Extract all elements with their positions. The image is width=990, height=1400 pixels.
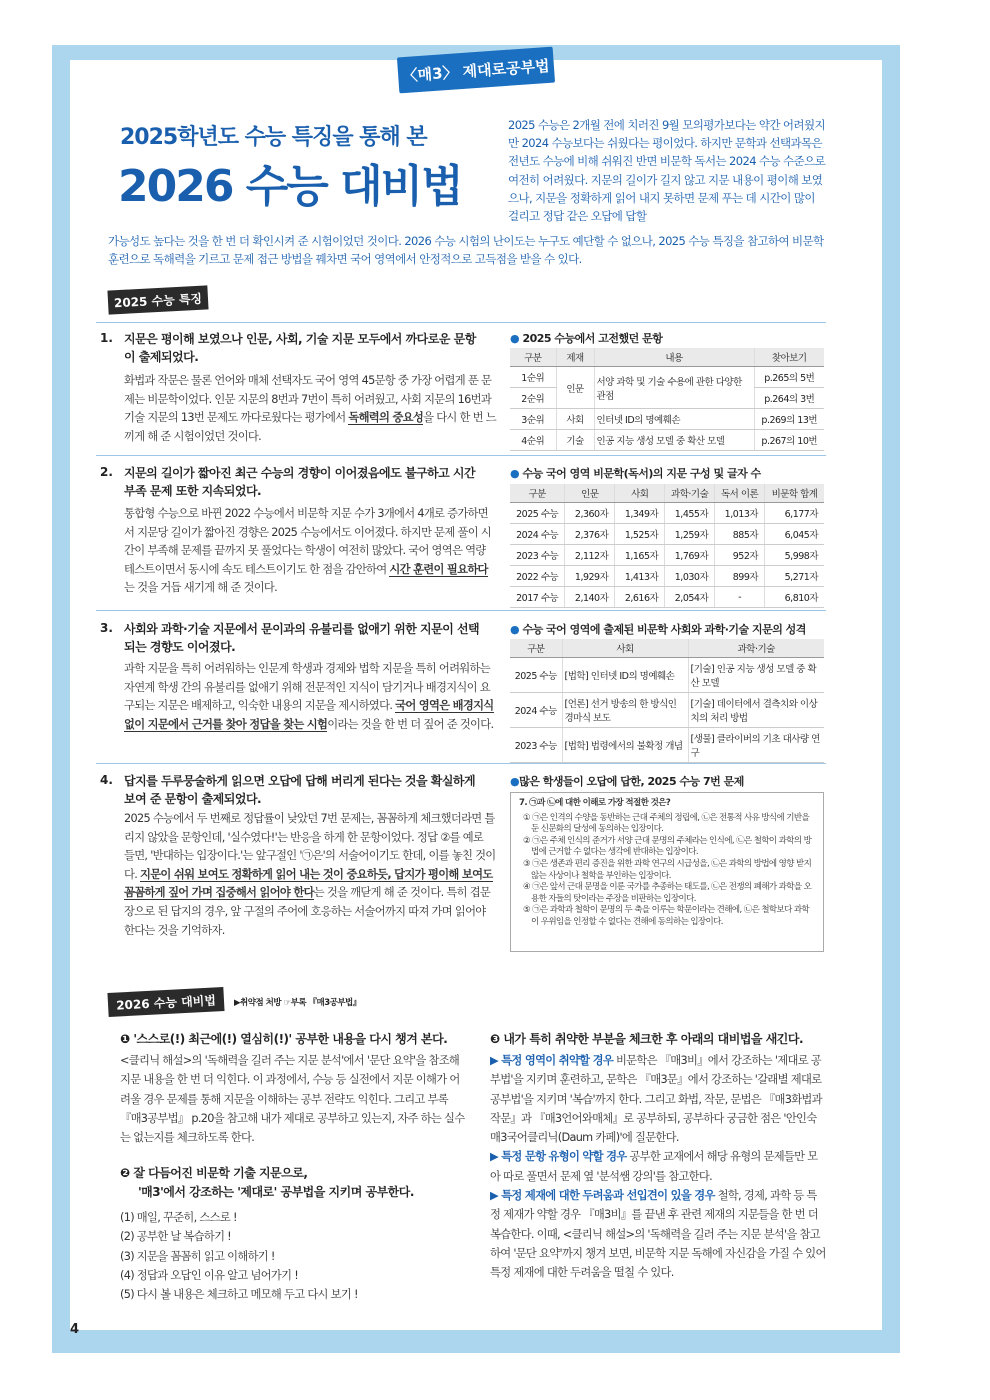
divider bbox=[96, 610, 826, 611]
table-row: 3순위 사회 인터넷 ID의 명예훼손 p.269의 13번 bbox=[510, 409, 824, 430]
divider bbox=[96, 322, 826, 323]
table-row: 2024 수능 [언론] 선거 방송의 한 방식인 경마식 보도 [기술] 데이터에서 결측치와 이상치의 처리 방법 bbox=[510, 693, 824, 728]
quiz-caption: ●많은 학생들이 오답에 답한, 2025 수능 7번 문제 bbox=[510, 775, 744, 788]
tip-3-item: ▶ 특정 제재에 대한 두려움과 선입견이 있을 경우 철학, 경제, 과학 등 특정 제재가 약할 경우 『매3비』를 끝낸 후 관련 제재의 지문들을 한 번 더 복습한다. 이때, <클리닉 해설>의 '독해력을 길러 주는 지문 분석'을 참고하여 '문단 요약'까지 챙겨 보면, 비문학 지문 독해에 자신감을 가질 수 있어 특정 제재에 대한 두려움을 떨칠 수 있다. bbox=[490, 1189, 826, 1280]
quiz-option: ① ㉠은 인격의 수양을 동반하는 근대 주체의 정립에, ㉡은 전통적 사유 방식에 기반을 둔 신문화의 달성에 동의하는 입장이다. bbox=[523, 812, 810, 835]
quiz-option: ⑤ ㉠은 과학과 철학이 문명의 두 축을 이루는 학문이라는 견해에, ㉡은 철학보다 과학이 우위임을 인정할 수 없다는 견해에 동의하는 입장이다. bbox=[523, 905, 810, 927]
table-row: 2순위 p.264의 3번 bbox=[510, 388, 824, 409]
list-item: (3) 지문을 꼼꼼히 읽고 이해하기 ! bbox=[120, 1249, 275, 1263]
table-row: 2025 수능 2,360자 1,349자 1,455자 1,013자 6,177자 bbox=[510, 503, 824, 524]
point-3-body: 과학 지문을 특히 어려워하는 인문계 학생과 경제와 법학 지문을 특히 어려워하는 자연계 학생 간의 유불리를 없애기 위해 전문적인 지식이 담기거나 배경지식이 요구되는 지문은 배제하고, 익숙한 내용의 지문을 제시하였다. 국어 영역은 배경지식 없이 지문에서 근거를 찾아 정답을 찾는 시험이라는 것을 한 번 더 짚어 준 것이다. bbox=[124, 662, 494, 731]
table-char-counts: 구분 인문 사회 과학·기술 독서 이론 비문학 합계 2025 수능 2,360자 1,349자 1,455자 1,013자 6,177자 2024 수능 2,376자 1,525자 1,259자 885자 6,045자 2023 수능 2,112자 1,165자 1,769자 952자 5,998자 2022 수능 1,929자 1,413자 1,030자 899자 5,271자 2017 수능 2,140자 2,616자 2,054자 - 6,810자 bbox=[510, 484, 824, 608]
table-row: 2023 수능 [법학] 법령에서의 불확정 개념 [생물] 클라이버의 기초 대사량 연구 bbox=[510, 728, 824, 763]
table-row: 2023 수능 2,112자 1,165자 1,769자 952자 5,998자 bbox=[510, 545, 824, 566]
intro-text-2: 가능성도 높다는 것을 한 번 더 확인시켜 준 시험이었던 것이다. 2026 수능 시험의 난이도는 누구도 예단할 수 없으나, 2025 수능 특징을 참고하여 비문학 훈련으로 독해력을 기르고 문제 접근 방법을 꿰차면 국어 영역에서 안정적으로 고득점을 받을 수 있다. bbox=[108, 234, 824, 267]
point-4-body: 2025 수능에서 두 번째로 정답률이 낮았던 7번 문제는, 꼼꼼하게 체크했더라면 틀리지 않았을 문항인데, '실수였다!'는 반응을 하게 한 문항이었다. 정답 ②를 예로 들면, '반대하는 입장이다.'는 앞구절인 '㉠은'의 서술어이기도 한데, 이를 놓친 것이다. 지문이 쉬워 보여도 정확하게 읽어 내는 것이 중요하듯, 답지가 평이해 보여도 꼼꼼하게 짚어 가며 집중해서 읽어야 한다는 것을 깨닫게 해 준 것이다. 특히 겹문장으로 된 답지의 경우, 앞 구절의 주어에 호응하는 서술어까지 따져 가며 읽어야 한다는 것을 기억하자. bbox=[124, 812, 496, 937]
tip-2-list bbox=[120, 1208, 466, 1304]
point-3-number: 3. bbox=[100, 621, 113, 635]
quiz-option: ③ ㉠은 생존과 편리 증진을 위한 과학 연구의 시급성을, ㉡은 과학의 방법에 영향 받지 않는 사상이나 철학을 부인하는 입장이다. bbox=[523, 858, 812, 881]
point-2-number: 2. bbox=[100, 465, 113, 479]
point-1-body: 화법과 작문은 물론 언어와 매체 선택자도 국어 영역 45문항 중 가장 어렵게 푼 문제는 비문학이었다. 인문 지문의 8번과 7번이 특히 어려웠고, 사회 지문의 16번과 기술 지문의 13번 문제도 까다로웠다는 평가에서 독해력의 중요성을 다시 한 번 느끼게 해 준 시험이었던 것이다. bbox=[124, 374, 496, 443]
tip-1-title: ❶ '스스로(!) 최근에(!) 열심히(!)' 공부한 내용을 다시 챙겨 본다. bbox=[120, 1032, 448, 1046]
tip-3-item: ▶ 특정 영역이 취약할 경우 비문학은 『매3비』에서 강조하는 '제대로 공부법'을 지키며 훈련하고, 문학은 『매3문』에서 강조하는 '갈래별 제대로 공부법'을 지키며 '복습'까지 한다. 그리고 화법, 작문, 문법은 『매3화법과작문』과 『매3언어와매체』로 공부하되, 공부하다 궁금한 점은 '안인숙 매3국어클리닉(Daum 카페)'에 질문한다. bbox=[490, 1054, 822, 1145]
table-row: 2024 수능 2,376자 1,525자 1,259자 885자 6,045자 bbox=[510, 524, 824, 545]
divider bbox=[96, 763, 826, 764]
intro-text-1: 2025 수능은 2개월 전에 치러진 9월 모의평가보다는 약간 어려웠지만 2024 수능보다는 쉬웠다는 평이었다. 하지만 문학과 선택과목은 전년도 수능에 비해 쉬워진 반면 비문학 독서는 2024 수능 수준으로 여전히 어려웠다. 지문의 길이가 길지 않고 지문 내용이 평이해 보였으나, 지문을 정확하게 읽어 내지 못하면 문제 푸는 데 시간이 많이 걸리고 정답 같은 오답에 답할 bbox=[508, 118, 826, 224]
table-2-caption: ● 수능 국어 영역 비문학(독서)의 지문 구성 및 글자 수 bbox=[510, 467, 761, 480]
point-2-title: 지문의 길이가 짧아진 최근 수능의 경향이 이어졌음에도 불구하고 시간 부족 문제 또한 지속되었다. bbox=[124, 466, 476, 498]
tip-2-title: ❷ 잘 다듬어진 비문학 기출 지문으로, '매3'에서 강조하는 '제대로' 공부법을 지키며 공부한다. bbox=[120, 1166, 414, 1199]
prescription-note: ▶취약점 처방 ☞부록 『매3공부법』 bbox=[234, 998, 361, 1008]
table-row: 4순위 기술 인공 지능 생성 모델 중 확산 모델 p.267의 10번 bbox=[510, 430, 824, 451]
section-label-2025: 2025 수능 특징 bbox=[107, 285, 208, 314]
quiz-option: ④ ㉠은 앞서 근대 문명을 이룬 국가를 추종하는 태도를, ㉡은 전쟁의 폐해가 과학을 오용한 자들의 탓이라는 주장을 비판하는 입장이다. bbox=[523, 882, 812, 904]
quiz-question: 7. ㉠과 ㉡에 대한 이해로 가장 적절한 것은? bbox=[519, 798, 671, 808]
table-passage-types: 구분 사회 과학·기술 2025 수능 [법학] 인터넷 ID의 명예훼손 [기술] 인공 지능 생성 모델 중 확산 모델 2024 수능 [언론] 선거 방송의 한 방식인 경마식 보도 [기술] 데이터에서 결측치와 이상치의 처리 방법 2023 수능 [법학] 법령에서의 불확정 개념 [생물] 클라이버의 기초 대사량 연구 bbox=[510, 639, 824, 763]
table-1-caption: ● 2025 수능에서 고전했던 문항 bbox=[510, 332, 663, 345]
quiz-option: ② ㉠은 주체 인식의 준거가 서양 근대 문명의 주체라는 인식에, ㉡은 철학이 과학의 방법에 근거할 수 없다는 생각에 반대하는 입장이다. bbox=[523, 835, 812, 858]
page-number: 4 bbox=[70, 1322, 80, 1337]
point-3-title: 사회와 과학·기술 지문에서 문이과의 유불리를 없애기 위한 지문이 선택되는 경향도 이어졌다. bbox=[124, 622, 480, 654]
tip-1-body: <클리닉 해설>의 '독해력을 길러 주는 지문 분석'에서 '문단 요약'을 참조해 지문 내용을 한 번 더 익힌다. 이 과정에서, 수능 등 실전에서 지문 이해가 어려울 경우 문제를 통해 지문을 이해하는 공부 전략도 익힌다. 그리고 부록 『매3공부법』 p.20을 참고해 내가 제대로 공부하고 있는지, 자주 하는 실수는 없는지를 체크하도록 한다. bbox=[120, 1054, 465, 1145]
tip-3-item: ▶ 특정 문항 유형이 약할 경우 공부한 교재에서 해당 유형의 문제들만 모아 따로 풀면서 문제 옆 '분석쌤 강의'를 참고한다. bbox=[490, 1150, 818, 1183]
headline-sub: 2025학년도 수능 특징을 통해 본 bbox=[120, 125, 427, 150]
quiz-box bbox=[510, 792, 824, 952]
divider bbox=[96, 455, 826, 456]
table-row: 2017 수능 2,140자 2,616자 2,054자 - 6,810자 bbox=[510, 587, 824, 608]
point-1-title: 지문은 평이해 보였으나 인문, 사회, 기술 지문 모두에서 까다로운 문항이 출제되었다. bbox=[124, 332, 476, 364]
list-item: (1) 매일, 꾸준히, 스스로 ! bbox=[120, 1211, 237, 1224]
point-1-number: 1. bbox=[100, 331, 113, 345]
tip-3-body bbox=[490, 1051, 826, 1283]
point-4-number: 4. bbox=[100, 773, 113, 787]
table-row: 2025 수능 [법학] 인터넷 ID의 명예훼손 [기술] 인공 지능 생성 모델 중 확산 모델 bbox=[510, 658, 824, 693]
table-row: 2022 수능 1,929자 1,413자 1,030자 899자 5,271자 bbox=[510, 566, 824, 587]
headline-main: 2026 수능 대비법 bbox=[118, 161, 462, 212]
table-row: 1순위 인문 서양 과학 및 기술 수용에 관한 다양한 관점 p.265의 5번 bbox=[510, 367, 824, 388]
list-item: (5) 다시 볼 내용은 체크하고 메모해 두고 다시 보기 ! bbox=[120, 1288, 358, 1302]
tip-3-title: ❸ 내가 특히 취약한 부분을 체크한 후 아래의 대비법을 새긴다. bbox=[490, 1032, 804, 1046]
list-item: (2) 공부한 날 복습하기 ! bbox=[120, 1230, 231, 1244]
point-2-body: 통합형 수능으로 바뀐 2022 수능에서 비문학 지문 수가 3개에서 4개로 증가하면서 지문당 길이가 짧아진 경향은 2025 수능에서도 이어졌다. 하지만 문제 풀이 시간이 부족해 문제를 끝까지 못 풀었다는 학생이 여전히 많았다. 국어 영역은 역량 테스트이면서 동시에 속도 테스트이기도 한 점을 감안하여 시간 훈련이 필요하다는 것을 거듭 새기게 해 준 것이다. bbox=[124, 507, 492, 595]
table-difficult-items: 구분 제재 내용 찾아보기 1순위 인문 서양 과학 및 기술 수용에 관한 다양한 관점 p.265의 5번 2순위 p.264의 3번 3순위 사회 인터넷 ID의 명예훼손 p.269의 13번 4순위 기술 인공 지능 생성 모델 중 확산 모델 p.267의 10번 bbox=[510, 348, 824, 451]
point-4-title: 답지를 두루뭉술하게 읽으면 오답에 답해 버리게 된다는 것을 확실하게 보여 준 문항이 출제되었다. bbox=[124, 774, 476, 806]
section-label-2026: 2026 수능 대비법 bbox=[107, 987, 224, 1017]
list-item: (4) 정답과 오답인 이유 알고 넘어가기 ! bbox=[120, 1268, 299, 1282]
series-badge: 〈매3〉 제대로공부법 bbox=[397, 47, 555, 94]
table-3-caption: ● 수능 국어 영역에 출제된 비문학 사회와 과학·기술 지문의 성격 bbox=[510, 623, 806, 636]
